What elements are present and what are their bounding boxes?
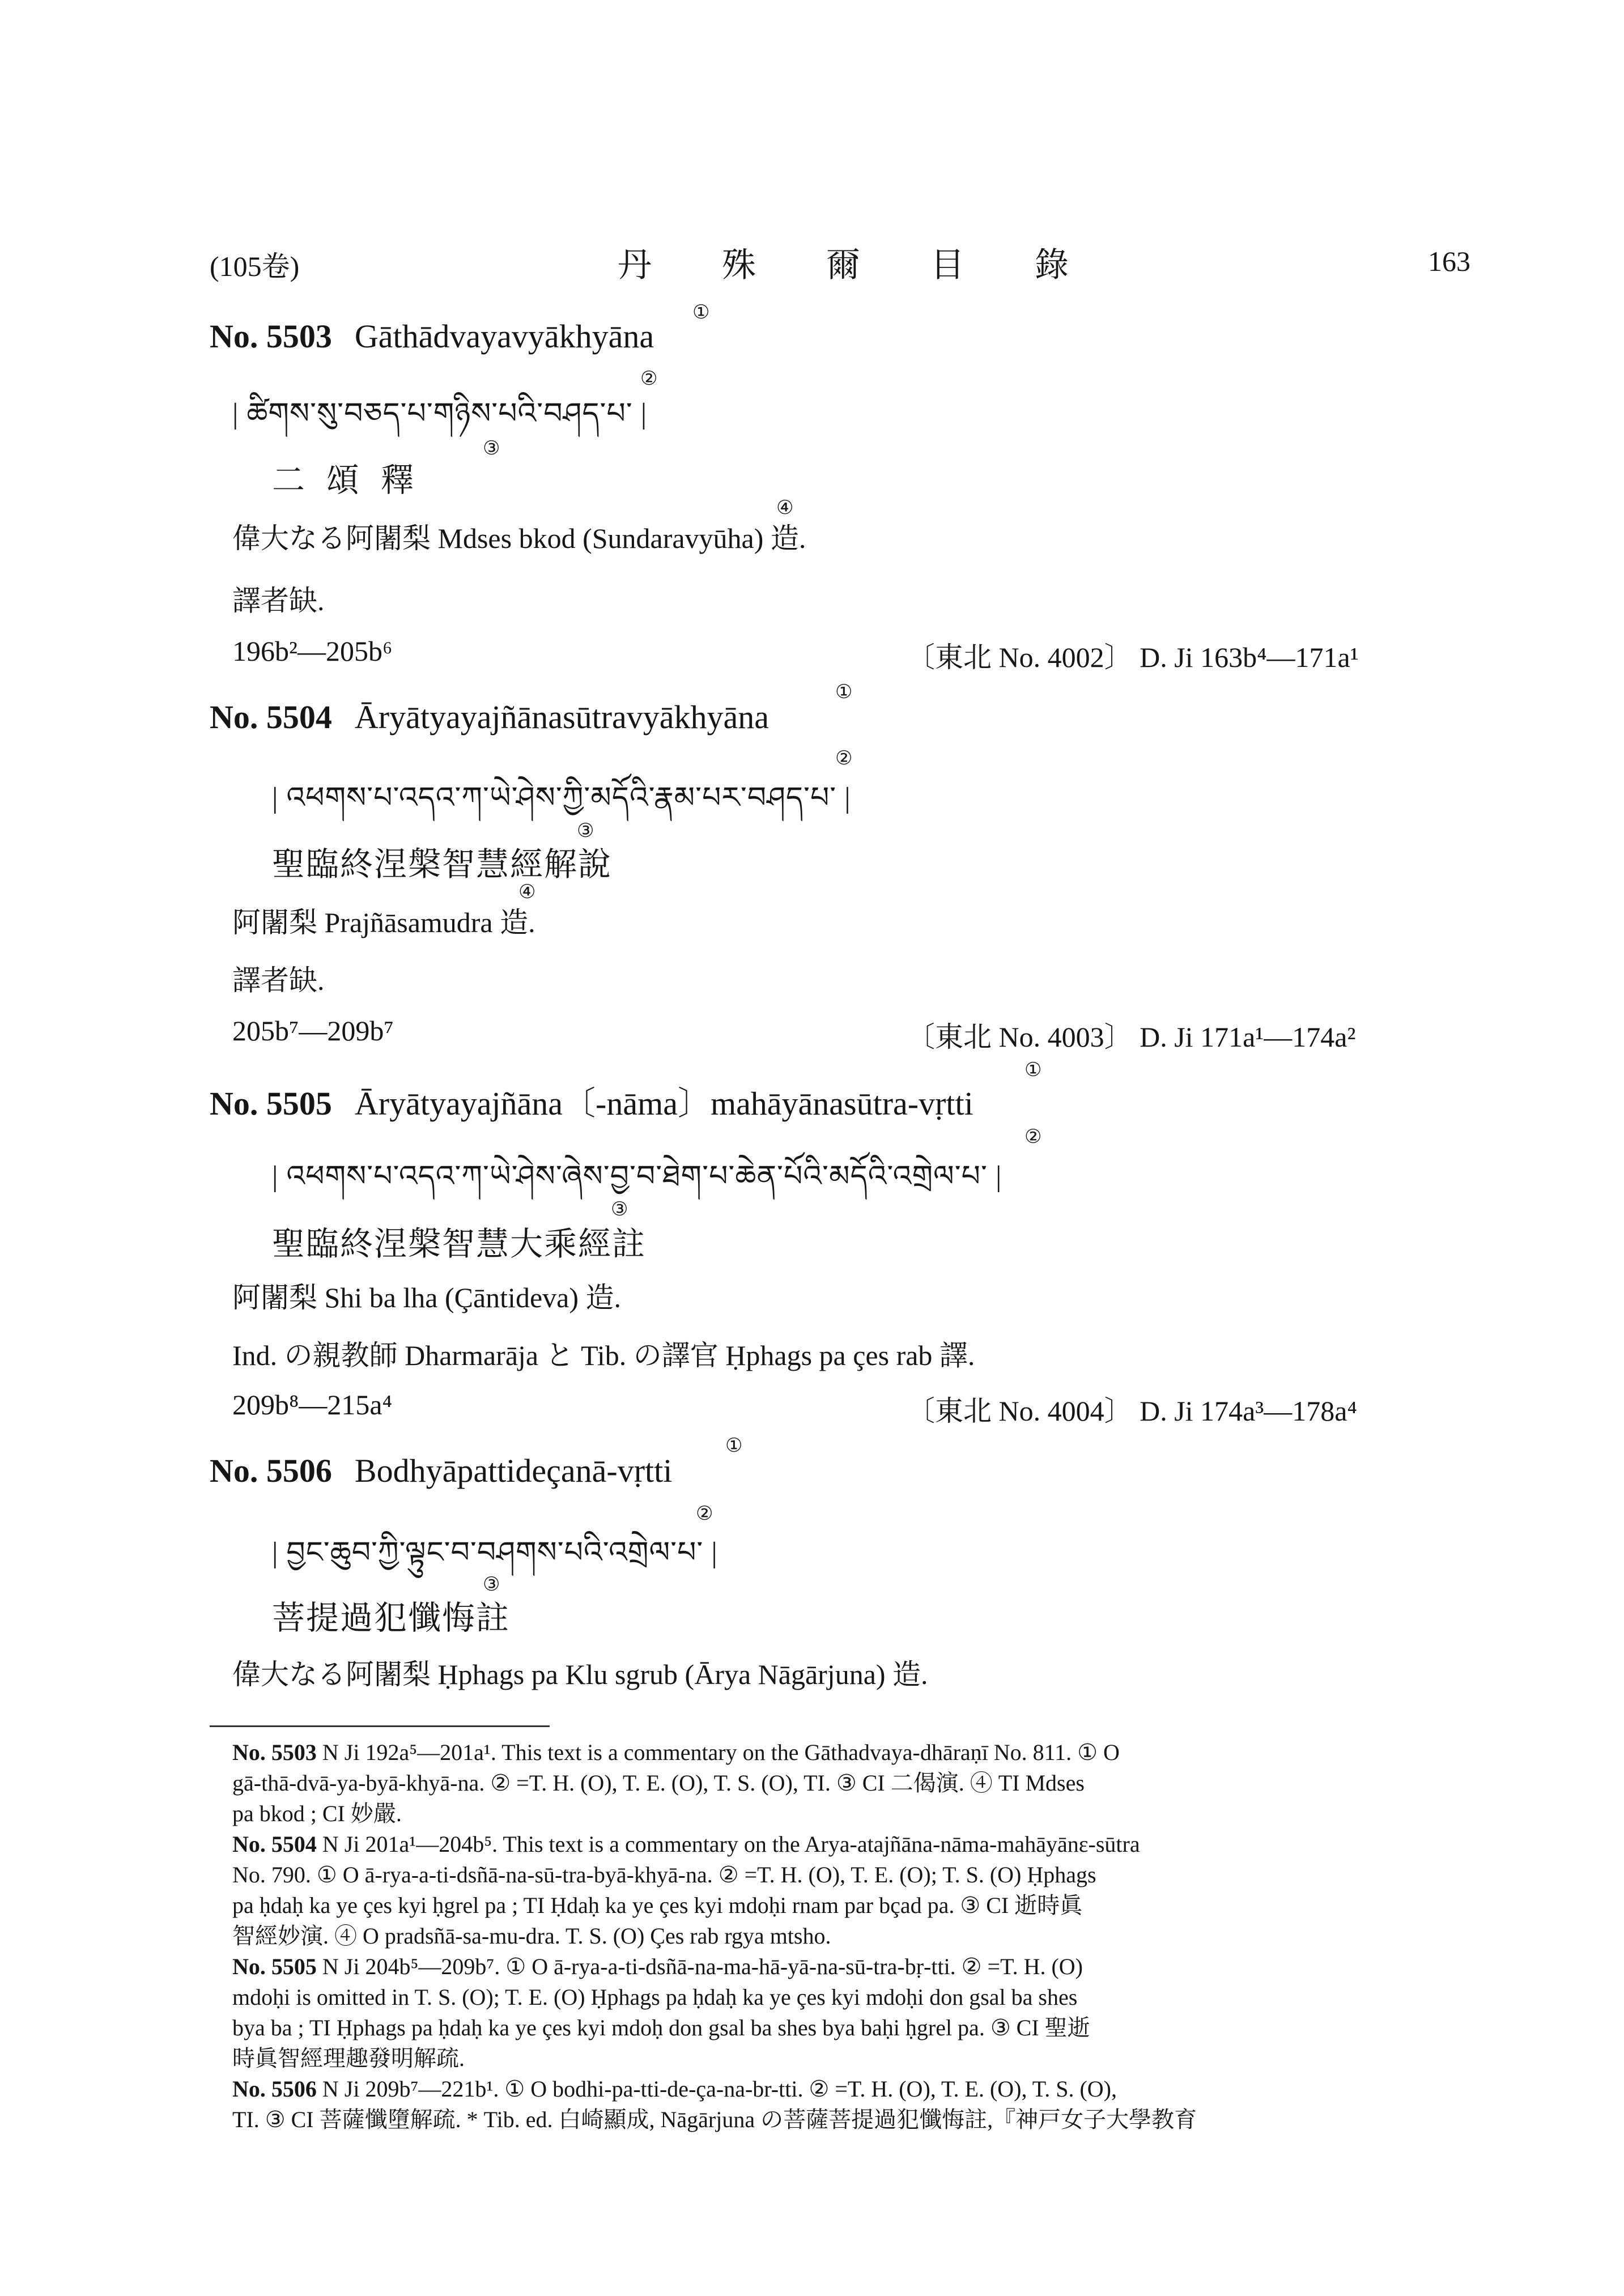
footnote-number: No. 5503 [232,1740,317,1765]
tibetan-title: | འཕགས་པ་འདའ་ཀ་ཡེ་ཤེས་ཞེས་བྱ་བ་ཐེག་པ་ཆེན་པོའི་མདོའི་འགྲེལ་པ་ | [272,1160,1002,1193]
footnote-line: N Ji 192a⁵—201a¹. This text is a commentary on the Gāthadvaya-dhāraṇī No. 811. ① O [322,1740,1120,1765]
footnote-line: 智經妙演. ④ O pradsñā-sa-mu-dra. T. S. (O) Çes rab rgya mtsho. [232,1923,831,1949]
tibetan-title: | འཕགས་པ་འདའ་ཀ་ཡེ་ཤེས་ཀྱི་མདོའི་རྣམ་པར་བཤད་པ་ | [272,782,851,814]
chinese-title: 二頌釋 [272,462,436,499]
entry-title: Bodhyāpattideçanā-vṛtti [354,1452,673,1489]
title-char: 爾 [826,246,860,284]
author-line: 偉大なる阿闍梨 Ḥphags pa Klu sgrub (Ārya Nāgārjuna) 造. [232,1659,928,1690]
footnote [232,1829,1140,1951]
folio-range: 196b²—205b⁶ [232,635,393,667]
folio-range: 209b⁸—215a⁴ [232,1389,393,1421]
entry-number: No. 5505 [210,1085,332,1122]
footnote-number: No. 5504 [232,1831,317,1857]
volume-label: (105卷) [210,250,300,282]
chinese-title: 菩提過犯懺悔註 [272,1600,511,1636]
note-marker: ④ [518,882,536,903]
chinese-title: 聖臨終涅槃智慧經解說 [272,846,613,883]
footnote-line: N Ji 209b⁷—221b¹. ① O bodhi-pa-tti-de-ça-na-br-tti. ② =T. H. (O), T. E. (O), T. S. (O), [322,2076,1117,2102]
footnote-line: pa ḥdaḥ ka ye çes kyi ḥgrel pa ; TI Ḥdaḥ ka ye çes kyi mdoḥi rnam par bçad pa. ③ CI 逝時眞 [232,1893,1083,1918]
tohoku-reference: 〔東北 No. 4004〕 D. Ji 174a³—178a⁴ [907,1395,1357,1427]
note-marker: ① [692,302,710,323]
folio-range: 205b⁷—209b⁷ [232,1015,394,1047]
note-marker: ① [835,682,853,703]
note-marker: ③ [577,820,594,841]
entry-heading [210,317,654,355]
entry-number: No. 5506 [210,1452,332,1489]
author-line: 阿闍梨 Shi ba lha (Çāntideva) 造. [232,1282,621,1313]
note-marker: ② [835,748,853,769]
note-marker: ④ [776,498,794,518]
entry-number: No. 5503 [210,318,332,355]
footnote-line: N Ji 204b⁵—209b⁷. ① O ā-rya-a-ti-dsñā-na-ma-hā-yā-na-sū-tra-bṛ-tti. ② =T. H. (O) [322,1954,1083,1979]
page-number: 163 [1428,245,1470,277]
title-char: 丹 [618,246,652,284]
entry-heading [210,1452,672,1490]
footnote-line: TI. ③ CI 菩薩懺墮解疏. * Tib. ed. 白崎顯成, Nāgārjuna の菩薩菩提過犯懺悔註,『神戸女子大學教育 [232,2107,1197,2132]
entry-title: Gāthādvayavyākhyāna [354,318,654,355]
footnote-line: bya ba ; TI Ḥphags pa ḥdaḥ ka ye çes kyi mdoḥ don gsal ba shes bya baḥi ḥgrel pa. ③ CI 聖逝 [232,2015,1090,2040]
note-marker: ③ [611,1199,628,1220]
footnote-number: No. 5505 [232,1954,317,1979]
translator-line: 譯者缺. [232,964,325,996]
title-char: 錄 [1035,246,1069,284]
footnote-rule [210,1725,550,1727]
footnote-number: No. 5506 [232,2076,317,2102]
footnote-line: mdoḥi is omitted in T. S. (O); T. E. (O) Ḥphags pa ḥdaḥ ka ye çes kyi mdoḥi don gsal ba shes [232,1984,1078,2010]
entry-title: Āryātyayajñānasūtravyākhyāna [354,699,770,735]
tibetan-title: | ཚིགས་སུ་བཅད་པ་གཉིས་པའི་བཤད་པ་ | [232,398,648,430]
note-marker: ③ [483,438,500,459]
entry-number: No. 5504 [210,699,332,735]
note-marker: ① [1024,1060,1042,1081]
footnote-line: pa bkod ; CI 妙嚴. [232,1801,402,1826]
footnote [232,1737,1120,1829]
entry-title: Āryātyayajñāna〔-nāma〕mahāyānasūtra-vṛtti [354,1085,973,1122]
author-line: 偉大なる阿闍梨 Mdses bkod (Sundaravyūha) 造. [232,522,806,554]
translator-line: Ind. の親教師 Dharmarāja と Tib. の譯官 Ḥphags pa çes rab 譯. [232,1340,975,1371]
note-marker: ② [1024,1126,1042,1147]
entry-heading [210,698,769,736]
footnote [232,2074,1197,2135]
footnote [232,1951,1090,2074]
footnote-line: N Ji 201a¹—204b⁵. This text is a commentary on the Arya-atajñāna-nāma-mahāyānɛ-sūtra [322,1831,1140,1857]
note-marker: ② [640,368,658,389]
footnote-line: No. 790. ① O ā-rya-a-ti-dsñā-na-sū-tra-byā-khyā-na. ② =T. H. (O), T. E. (O); T. S. (O) Ḥphags [232,1862,1096,1887]
translator-line: 譯者缺. [232,585,325,616]
title-char: 目 [930,246,964,284]
chinese-title: 聖臨終涅槃智慧大乘經註 [272,1226,647,1262]
note-marker: ③ [483,1574,500,1595]
page-title [618,238,1069,287]
tohoku-reference: 〔東北 No. 4003〕 D. Ji 171a¹—174a² [907,1021,1356,1053]
note-marker: ② [696,1503,713,1524]
title-char: 殊 [722,246,756,284]
footnote-line: gā-thā-dvā-ya-byā-khyā-na. ② =T. H. (O), T. E. (O), T. S. (O), TI. ③ CI 二偈演. ④ TI Mdses [232,1770,1085,1796]
footnote-line: 時眞智經理趣發明解疏. [232,2046,465,2071]
tohoku-reference: 〔東北 No. 4002〕 D. Ji 163b⁴—171a¹ [907,641,1359,673]
tibetan-title: | བྱང་ཆུབ་ཀྱི་ལྟུང་བ་བཤགས་པའི་འགྲེལ་པ་ | [272,1537,718,1569]
note-marker: ① [725,1435,743,1456]
entry-heading [210,1077,973,1124]
author-line: 阿闍梨 Prajñāsamudra 造. [232,907,535,938]
